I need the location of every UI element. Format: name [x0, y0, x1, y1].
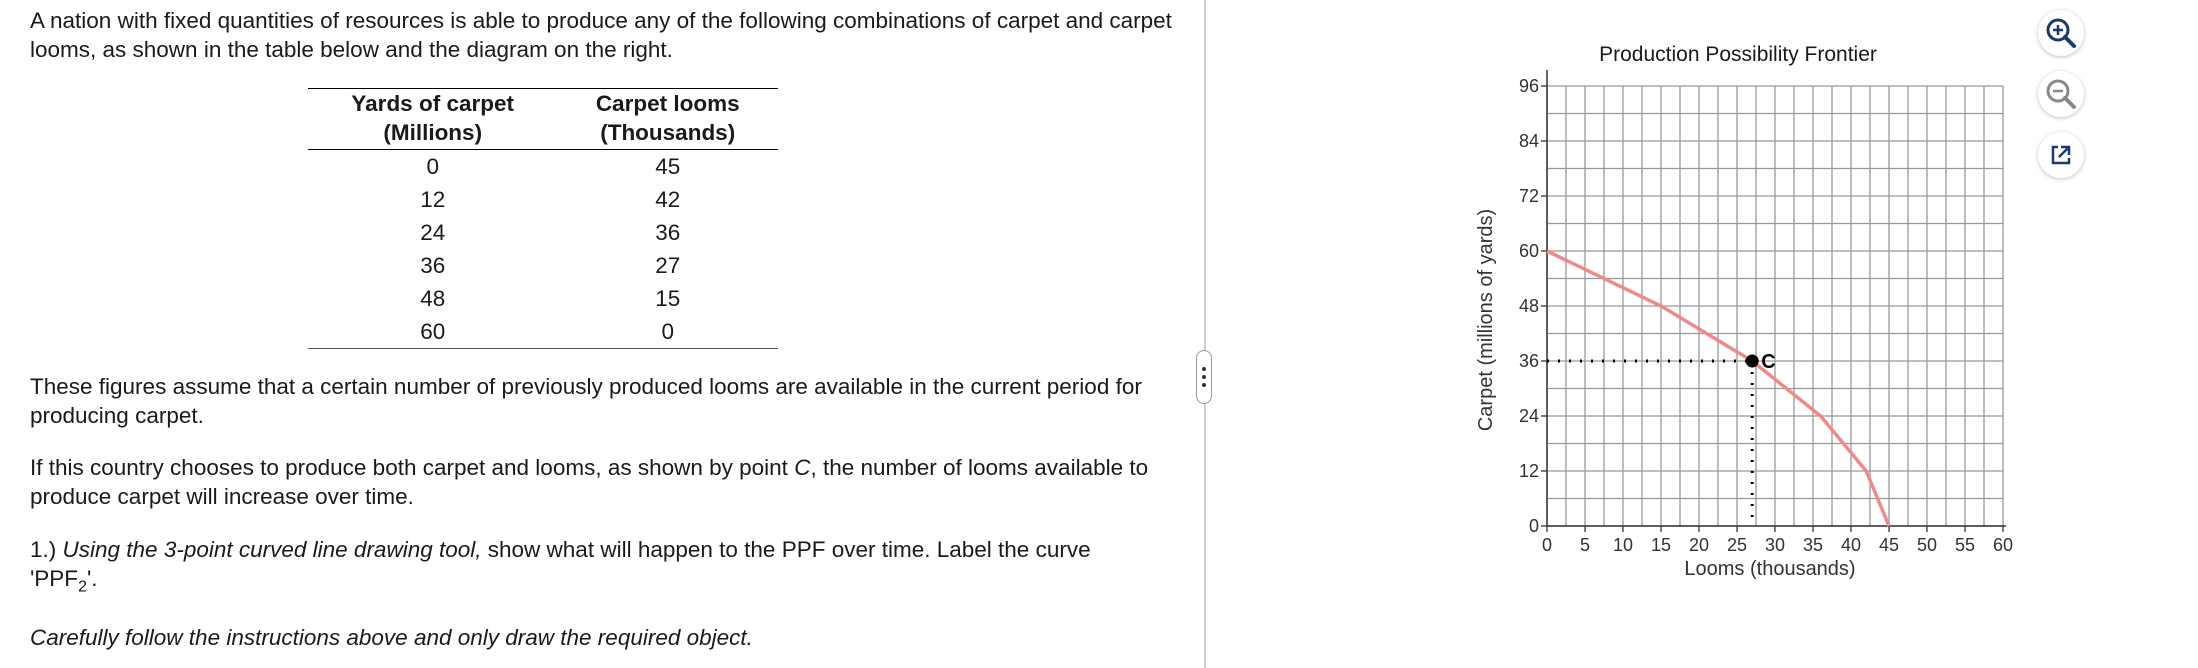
open-external-button[interactable]	[2038, 132, 2084, 178]
point-c-text: If this country chooses to produce both carpet and looms, as shown by point C, the number of looms available to produce carpet will increase over time.	[30, 455, 1149, 509]
x-tick-label: 25	[1726, 535, 1748, 555]
col-header-carpet: Yards of carpet (Millions)	[308, 89, 557, 150]
ppf-chart[interactable]	[1470, 30, 2030, 630]
y-tick-label: 24	[1518, 406, 1539, 426]
y-tick-label: 36	[1518, 351, 1539, 371]
x-tick-label: 45	[1878, 535, 1900, 555]
table-row: 0 45	[426, 154, 681, 179]
external-link-icon	[2046, 140, 2076, 170]
point-c-marker[interactable]	[1746, 355, 1759, 368]
x-tick-label: 15	[1650, 535, 1672, 555]
table-row: 12 42	[420, 187, 681, 212]
table-row: 60 0	[308, 315, 778, 349]
table-row: 36 27	[420, 253, 681, 278]
x-axis-label: Looms (thousands)	[1684, 558, 1856, 580]
x-tick-label: 40	[1840, 535, 1862, 555]
x-tick-label: 30	[1764, 535, 1786, 555]
point-c-letter: C	[794, 455, 811, 480]
y-tick-label: 84	[1518, 131, 1539, 151]
question-panel	[30, 6, 1190, 64]
zoom-out-button[interactable]	[2038, 71, 2084, 117]
x-tick-label: 5	[1579, 535, 1591, 555]
task-text: 1.) Using the 3-point curved line drawing tool, show what will happen to the PPF over time. Label the curve '$PPF_2$'.	[30, 537, 1091, 596]
y-tick-label: 96	[1518, 76, 1539, 96]
zoom-out-icon	[2044, 77, 2078, 111]
production-table	[308, 88, 778, 349]
y-tick-label: 0	[1528, 516, 1539, 536]
x-tick-label: 20	[1688, 535, 1710, 555]
zoom-in-button[interactable]	[2038, 10, 2084, 56]
zoom-in-icon	[2044, 16, 2078, 50]
y-axis-label: Carpet (millions of yards)	[1475, 208, 1497, 432]
x-tick-label: 10	[1612, 535, 1634, 555]
chart-grid	[1547, 86, 2003, 526]
table-row: 48 15	[420, 286, 681, 311]
x-tick-label: 50	[1916, 535, 1938, 555]
x-tick-label: 60	[1992, 535, 2014, 555]
x-tick-label: 35	[1802, 535, 1824, 555]
question-intro: A nation with fixed quantities of resources is able to produce any of the following combinations of carpet and carpet looms, as shown in the table below and the diagram on the right.	[30, 8, 1172, 62]
chart-title: Production Possibility Frontier	[1599, 43, 1877, 66]
x-tick-label: 55	[1954, 535, 1976, 555]
x-tick-label: 0	[1541, 535, 1553, 555]
y-tick-label: 48	[1518, 296, 1539, 316]
assumption-text: These figures assume that a certain number of previously produced looms are available in the current period for producing carpet.	[30, 374, 1142, 428]
point-c-label: C	[1761, 351, 1776, 373]
panel-divider	[1204, 0, 1206, 668]
y-tick-label: 72	[1518, 186, 1539, 206]
table-row: 24 36	[420, 220, 681, 245]
chart-axes	[1547, 70, 2006, 526]
footer-instruction: Carefully follow the instructions above and only draw the required object.	[30, 625, 753, 650]
y-tick-label: 12	[1518, 461, 1539, 481]
y-tick-label: 60	[1518, 241, 1539, 261]
chart-ticks	[1519, 76, 2013, 555]
col-header-looms: Carpet looms (Thousands)	[557, 89, 778, 150]
divider-drag-handle[interactable]	[1196, 350, 1212, 404]
